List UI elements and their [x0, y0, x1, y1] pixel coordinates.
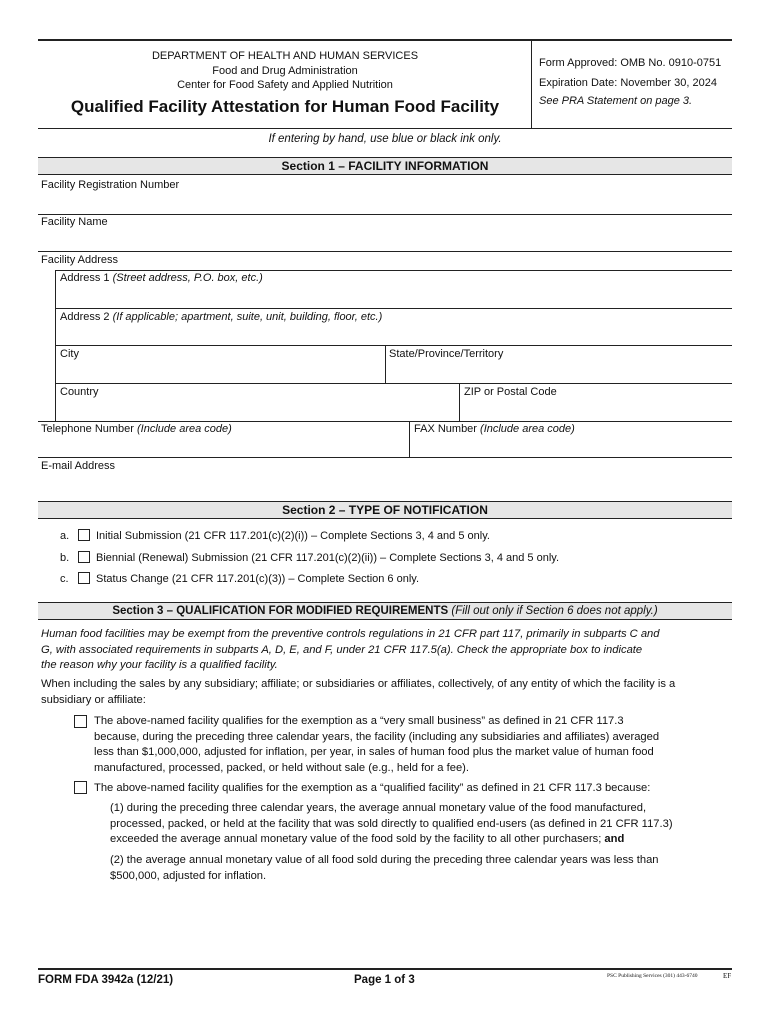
city-label: City	[60, 348, 79, 360]
section3-title: Section 3 – QUALIFICATION FOR MODIFIED REQUIREMENTS	[112, 605, 449, 617]
option-a-checkbox[interactable]	[78, 529, 90, 541]
sub2-line: (2) the average annual monetary value of all food sold during the preceding three calendar years was less than	[110, 854, 659, 866]
zip-label: ZIP or Postal Code	[464, 386, 557, 398]
phone-fax-divider	[409, 421, 410, 457]
header-bottom-rule	[38, 128, 732, 129]
section3-intro	[41, 627, 660, 674]
address2-note: (If applicable; apartment, suite, unit, building, floor, etc.)	[112, 311, 383, 323]
address2-field-line[interactable]	[55, 345, 732, 346]
city-state-divider	[385, 345, 386, 383]
facility-name-field-line[interactable]	[38, 251, 732, 252]
registration-field-line[interactable]	[38, 214, 732, 215]
telephone-label	[41, 423, 232, 435]
facility-address-rule	[55, 270, 732, 271]
option-b-checkbox[interactable]	[78, 551, 90, 563]
address2-label-text: Address 2	[60, 311, 110, 323]
option-c-checkbox[interactable]	[78, 572, 90, 584]
top-rule	[38, 39, 732, 41]
sales-threshold-clause	[110, 853, 659, 884]
country-field-line[interactable]	[38, 421, 732, 422]
state-label: State/Province/Territory	[389, 348, 504, 360]
page-number: Page 1 of 3	[354, 974, 415, 986]
subsidiary-line: subsidiary or affiliate:	[41, 693, 146, 706]
subsidiary-line: When including the sales by any subsidiary; affiliate; or subsidiaries or affiliates, collectively, of any entity of which the facility is a	[41, 678, 676, 690]
qualified-facility-checkbox[interactable]	[74, 781, 87, 794]
intro-line: the reason why your facility is a qualified facility.	[41, 659, 278, 671]
agency-line-fda: Food and Drug Administration	[212, 64, 358, 77]
form-identifier: FORM FDA 3942a (12/21)	[38, 974, 174, 986]
telephone-note: (Include area code)	[137, 423, 232, 435]
option-a-text: Initial Submission (21 CFR 117.201(c)(2)(i)) – Complete Sections 3, 4 and 5 only.	[96, 530, 490, 542]
sub1-line: processed, packed, or held at the facility that was sold directly to qualified end-users (as defined in 21 CFR 117.3)	[110, 817, 673, 830]
email-label: E-mail Address	[41, 460, 115, 472]
agency-block	[40, 49, 530, 93]
sub2-line: $500,000, adjusted for inflation.	[110, 869, 267, 882]
facility-registration-label: Facility Registration Number	[41, 179, 180, 191]
address1-label	[60, 272, 263, 284]
footer-rule	[38, 968, 732, 970]
phone-field-line[interactable]	[38, 457, 732, 458]
city-field-line[interactable]	[55, 383, 732, 384]
address2-label	[60, 311, 382, 323]
section2-header: Section 2 – TYPE OF NOTIFICATION	[38, 501, 732, 519]
agency-line-cfsan: Center for Food Safety and Applied Nutrition	[177, 79, 393, 91]
option1-line: The above-named facility qualifies for the exemption as a “very small business” as defined in 21 CFR 117.3	[94, 715, 624, 727]
sub1-line-text: exceeded the average annual monetary value of the food sold by the facility to all other purchasers;	[110, 833, 602, 845]
ink-note: If entering by hand, use blue or black ink only.	[268, 133, 502, 145]
section3-title-note: (Fill out only if Section 6 does not apply.)	[451, 605, 658, 617]
agency-line-dhhs: DEPARTMENT OF HEALTH AND HUMAN SERVICES	[151, 50, 419, 62]
option-c-letter: c.	[60, 573, 69, 585]
pra-note: See PRA Statement on page 3.	[539, 95, 693, 107]
very-small-business-checkbox[interactable]	[74, 715, 87, 728]
country-label: Country	[60, 386, 99, 398]
qualified-facility-text: The above-named facility qualifies for the exemption as a “qualified facility” as defined in 21 CFR 117.3 because:	[94, 782, 651, 794]
option-a-letter: a.	[60, 530, 70, 542]
fax-note: (Include area code)	[480, 423, 575, 435]
address1-field-line[interactable]	[55, 308, 732, 309]
facility-name-label: Facility Name	[41, 216, 108, 228]
ef-mark: EF	[723, 972, 732, 980]
fax-label-text: FAX Number	[414, 423, 477, 435]
very-small-business-text	[94, 714, 659, 776]
publisher-credit: PSC Publishing Services (301) 443-6740	[607, 973, 698, 979]
sub1-line	[110, 832, 673, 848]
option1-line: because, during the preceding three calendar years, the facility (including any subsidiaries and affiliates) averaged	[94, 730, 660, 743]
qualified-end-users-clause	[110, 801, 673, 848]
omb-number: Form Approved: OMB No. 0910-0751	[539, 57, 722, 69]
intro-line: Human food facilities may be exempt from the preventive controls regulations in 21 CFR part 117, primarily in subparts C and	[41, 628, 660, 640]
option-c-text: Status Change (21 CFR 117.201(c)(3)) – Complete Section 6 only.	[96, 573, 420, 585]
option1-line: manufactured, processed, packed, or held without sale (e.g., held for a fee).	[94, 761, 469, 774]
sub1-line: (1) during the preceding three calendar years, the average annual monetary value of the food manufactured,	[110, 802, 647, 814]
fax-label	[414, 423, 575, 435]
facility-address-label: Facility Address	[41, 254, 119, 266]
section3-header	[38, 602, 732, 620]
option-b-text: Biennial (Renewal) Submission (21 CFR 117.201(c)(2)(ii)) – Complete Sections 3, 4 and 5 only.	[96, 552, 560, 564]
form-title: Qualified Facility Attestation for Human Food Facility	[70, 97, 500, 116]
expiration-date: Expiration Date: November 30, 2024	[539, 77, 717, 89]
intro-line: G, with associated requirements in subparts A, D, E, and F, under 21 CFR 117.5(a). Check the appropriate box to indicate	[41, 643, 643, 656]
section1-header: Section 1 – FACILITY INFORMATION	[38, 157, 732, 175]
address1-label-text: Address 1	[60, 272, 110, 284]
header-divider	[531, 40, 532, 128]
and-word: and	[604, 833, 625, 845]
option1-line: less than $1,000,000, adjusted for inflation, per year, in sales of human food plus the market value of human food	[94, 746, 654, 758]
option-b-letter: b.	[60, 552, 70, 564]
telephone-label-text: Telephone Number	[41, 423, 134, 435]
subsidiary-note	[41, 677, 675, 708]
address1-note: (Street address, P.O. box, etc.)	[112, 272, 263, 284]
country-zip-divider	[459, 383, 460, 421]
